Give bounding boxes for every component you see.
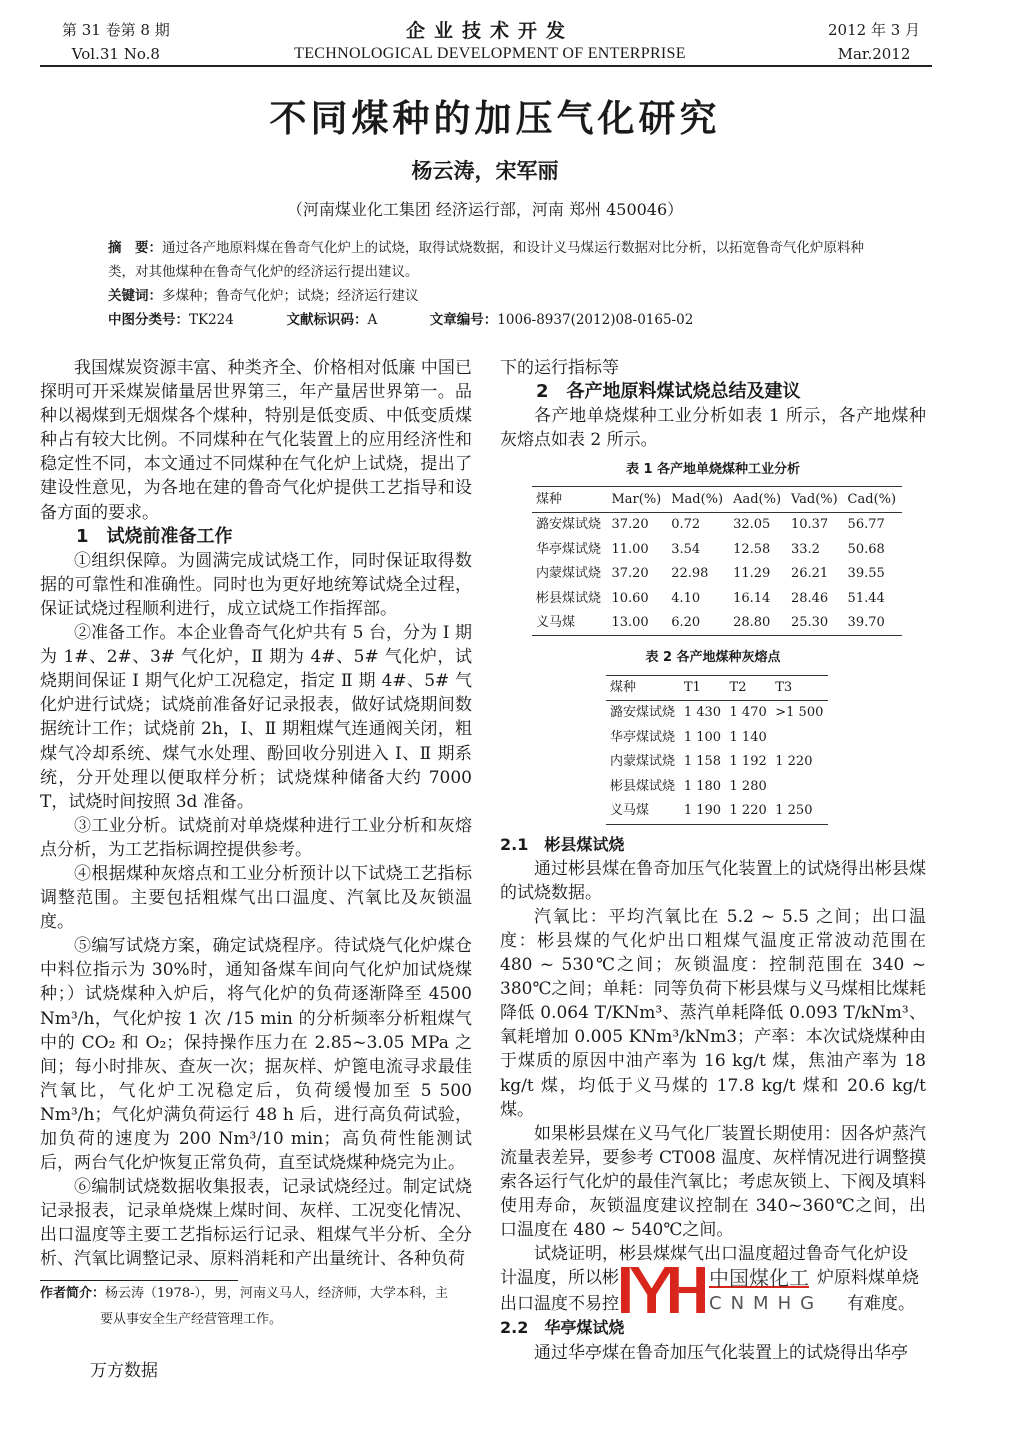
- journal-en: TECHNOLOGICAL DEVELOPMENT OF ENTERPRISE: [294, 45, 686, 62]
- table-cell: 50.68: [847, 541, 885, 557]
- subsection-heading-2-1: 2.1 彬县煤试烧: [500, 834, 625, 854]
- table-cell: 32.05: [733, 517, 771, 533]
- paragraph: 通过华亭煤在鲁奇加压气化装置上的试烧得出华亭: [534, 1342, 908, 1363]
- table-cell: 1 470: [729, 705, 767, 721]
- author-footnote: [40, 1281, 472, 1333]
- issue-date: [828, 18, 920, 66]
- paragraph: 通过彬县煤在鲁奇加压气化装置上的试烧得出彬县煤的试烧数据。: [500, 858, 926, 903]
- table-cell: 26.21: [790, 566, 829, 582]
- table-row: [606, 750, 828, 775]
- table-row: [532, 611, 902, 636]
- column-header: 煤种: [536, 491, 563, 507]
- table-cell: 39.55: [847, 566, 885, 582]
- paragraph: 如果彬县煤在义马气化厂装置长期使用：因各炉蒸汽流量表差异，要参考 CT008 温度、灰样情况进行调整摸索各运行气化炉的最佳汽氧比；考虑灰锁上、下阀及填料使用寿命，灰锁温度建议控制在 340~360℃之间，出口温度在 480 ~ 540℃之间。: [500, 1123, 926, 1241]
- column-header: T3: [775, 679, 793, 695]
- table-cell: 10.60: [611, 590, 649, 606]
- table-cell: 3.54: [671, 541, 701, 557]
- table-cell: 1 220: [729, 803, 767, 819]
- text-fragment: 计温度，所以彬: [500, 1268, 619, 1289]
- paragraph: 汽氧比：平均汽氧比在 5.2 ~ 5.5 之间；出口温度：彬县煤的气化炉出口粗煤气温度正常波动范围在 480 ~ 530℃之间；灰锁温度：控制范围在 340 ~ 380℃之间；单耗：同等负荷下彬县煤与义马煤相比煤耗降低 0.064 T/KNm³、蒸汽单耗降低 0.093 T/kNm³、氧耗增加 0.005 KNm³/kNm3；产率：本次试烧煤种由于煤质的原因中油产率为 16 kg/t 煤，焦油产率为 18 kg/t 煤，均低于义马煤的 17.8 kg/t 煤和 20.6 kg/t 煤。: [500, 906, 926, 1120]
- table-cell: 1 140: [729, 729, 767, 745]
- keywords: [108, 284, 868, 308]
- clc-value: TK224: [189, 312, 234, 328]
- source-watermark: 万方数据: [90, 1361, 158, 1382]
- table-cell: 28.46: [790, 590, 829, 606]
- doc-code-label: 文献标识码：: [286, 312, 368, 328]
- paragraph: ④根据煤种灰熔点和工业分析预计以下试烧工艺指标调整范围。主要包括粗煤气出口温度、汽氧比及灰锁温度。: [40, 863, 472, 933]
- column-header: T2: [729, 679, 747, 695]
- table-cell: 潞安煤试烧: [536, 517, 602, 533]
- table-cell: 33.2: [790, 541, 820, 557]
- table-row: [532, 512, 902, 537]
- table-row: [606, 701, 828, 726]
- table-cell: 22.98: [671, 566, 709, 582]
- journal-name: [240, 16, 740, 63]
- table-row: [532, 537, 902, 562]
- affiliation: （河南煤业化工集团 经济运行部，河南 郑州 450046）: [286, 200, 684, 219]
- table-cell: 56.77: [847, 517, 885, 533]
- paragraph-continued: 下的运行指标等: [500, 358, 619, 378]
- table-cell: 义马煤: [536, 615, 576, 631]
- table-row: [606, 775, 828, 800]
- table2-caption: 表 2 各产地煤种灰熔点: [645, 650, 781, 666]
- section-heading-1: 1 试烧前准备工作: [76, 525, 233, 547]
- issue-en: Vol.31 No.8: [71, 45, 160, 63]
- footnote-text-2: 要从事安全生产经营管理工作。: [100, 1312, 283, 1328]
- table2: [606, 675, 828, 825]
- abstract-block: [108, 236, 868, 332]
- abstract-label: 摘 要：: [108, 240, 162, 256]
- table-cell: 37.20: [611, 566, 649, 582]
- table-cell: 华亭煤试烧: [610, 729, 676, 745]
- right-column: [500, 356, 926, 1365]
- paragraph: ②准备工作。本企业鲁奇气化炉共有 5 台，分为 Ⅰ 期为 1#、2#、3# 气化炉，Ⅱ 期为 4#、5# 气化炉，试烧期间保证 Ⅰ 期气化炉工况稳定，指定 Ⅱ 期 4#、5# 气化炉进行试烧；试烧前准备好记录报表，做好试烧期间数据统计工作；试烧前 2h，Ⅰ、Ⅱ 期粗煤气连通阀关闭，粗煤气冷却系统、煤气水处理、酚回收分别进入 Ⅰ、Ⅱ 期系统，分开处理以便取样分析；试烧煤种储备大约 7000 T，试烧时间按照 3d 准备。: [40, 623, 472, 812]
- table-row: [532, 586, 902, 611]
- table1-caption: 表 1 各产地单烧煤种工业分析: [625, 462, 801, 478]
- logo-text-cn: 中国煤化工: [709, 1266, 809, 1291]
- text-fragment: 出口温度不易控: [500, 1294, 619, 1315]
- table-cell: 11.00: [611, 541, 649, 557]
- table-cell: 1 190: [683, 803, 722, 819]
- table-cell: 37.20: [611, 517, 649, 533]
- table-cell: 潞安煤试烧: [610, 705, 676, 721]
- paragraph-line: [500, 1292, 926, 1316]
- left-column: [40, 356, 472, 1383]
- column-header: Vad(%): [790, 491, 838, 507]
- paper-title: 不同煤种的加压气化研究: [269, 97, 721, 140]
- logo-text-en: CNMHG: [709, 1293, 824, 1315]
- table-cell: 1 100: [683, 729, 722, 745]
- logo-mark-icon: [621, 1267, 705, 1313]
- date-en: Mar.2012: [837, 45, 911, 63]
- column-header: Aad(%): [733, 491, 782, 507]
- table-cell: 内蒙煤试烧: [536, 566, 602, 582]
- paragraph: ③工业分析。试烧前对单烧煤种进行工业分析和灰熔点分析，为工艺指标调控提供参考。: [40, 815, 472, 860]
- paragraph: ⑥编制试烧数据收集报表，记录试烧经过。制定试烧记录报表，记录单烧煤上煤时间、灰样、工况变化情况、出口温度等主要工艺指标运行记录、粗煤气半分析、全分析、汽氧比调整记录、原料消耗和产出量统计、各种负荷: [40, 1177, 472, 1270]
- table-cell: >1 500: [775, 705, 824, 721]
- keywords-label: 关键词：: [108, 288, 162, 304]
- journal-cn: 企业技术开发: [405, 20, 574, 42]
- section-heading-2: 2 各产地原料煤试烧总结及建议: [536, 381, 801, 403]
- table-cell: [771, 726, 828, 751]
- table-cell: 13.00: [611, 615, 649, 631]
- table-cell: 39.70: [847, 615, 885, 631]
- paragraph: 试烧证明，彬县煤煤气出口温度超过鲁奇气化炉设: [534, 1244, 908, 1265]
- table-cell: 彬县煤试烧: [610, 778, 676, 794]
- column-header: Cad(%): [847, 491, 897, 507]
- text-fragment: 有难度。: [847, 1294, 915, 1315]
- table-cell: 义马煤: [610, 803, 650, 819]
- table-row: [606, 799, 828, 824]
- paragraph: ①组织保障。为圆满完成试烧工作，同时保证取得数据的可靠性和准确性。同时也为更好地统筹试烧全过程，保证试烧过程顺利进行，成立试烧工作指挥部。: [40, 550, 472, 619]
- column-header: T1: [683, 679, 701, 695]
- table-cell: [771, 775, 828, 800]
- table-cell: 12.58: [733, 541, 771, 557]
- table-cell: 0.72: [671, 517, 701, 533]
- table-cell: 11.29: [733, 566, 771, 582]
- issue-cn: 第 31 卷第 8 期: [62, 21, 170, 39]
- table-cell: 1 430: [683, 705, 722, 721]
- date-cn: 2012 年 3 月: [828, 21, 921, 39]
- logo-mark-slot: [619, 1266, 709, 1267]
- header-divider: [40, 65, 932, 67]
- paragraph: 各产地单烧煤种工业分析如表 1 所示，各产地煤种灰熔点如表 2 所示。: [500, 406, 926, 451]
- table-cell: 25.30: [790, 615, 829, 631]
- table-row: [606, 726, 828, 751]
- table-cell: 内蒙煤试烧: [610, 754, 676, 770]
- table-cell: 4.10: [671, 590, 701, 606]
- column-header: 煤种: [610, 679, 637, 695]
- table-row: [532, 562, 902, 587]
- classification: [108, 308, 868, 332]
- column-header: Mad(%): [671, 491, 724, 507]
- table-cell: 51.44: [847, 590, 885, 606]
- table-cell: 1 220: [775, 754, 813, 770]
- abstract-text: 通过各产地原料煤在鲁奇气化炉上的试烧，取得试烧数据，和设计义马煤运行数据对比分析，以拓宽鲁奇气化炉原料种类，对其他煤种在鲁奇气化炉的经济运行提出建议。: [108, 240, 864, 280]
- logo-mark-slot: [619, 1292, 709, 1293]
- paragraph-line: [500, 1266, 926, 1292]
- table-cell: 彬县煤试烧: [536, 590, 602, 606]
- keywords-text: 多煤种；鲁奇气化炉；试烧；经济运行建议: [162, 288, 419, 304]
- table-cell: 1 280: [729, 778, 767, 794]
- table-cell: 1 192: [729, 754, 767, 770]
- table-cell: 华亭煤试烧: [536, 541, 602, 557]
- clc-label: 中图分类号：: [108, 312, 189, 328]
- paragraph: ⑤编写试烧方案，确定试烧程序。待试烧气化炉煤仓中料位指示为 30%时，通知备煤车间向气化炉加试烧煤种；）试烧煤种入炉后，将气化炉的负荷逐渐降至 4500 Nm³/h，气化炉按 1 次 /15 min 的分析频率分析粗煤气中的 CO₂ 和 O₂；保持操作压力在 2.85~3.05 MPa 之间；每小时排灰、查灰一次；据灰样、炉篦电流寻求最佳汽氧比，气化炉工况稳定后，负荷缓慢加至 5 500 Nm³/h；气化炉满负荷运行 48 h 后，进行高负荷试验，加负荷的速度为 200 Nm³/10 min；高负荷性能测试后，两台气化炉恢复正常负荷，直至试烧煤种烧完为止。: [40, 936, 472, 1174]
- table-cell: 10.37: [790, 517, 829, 533]
- footnote-text: 杨云涛（1978-），男，河南义马人，经济师，大学本科，主: [105, 1286, 448, 1302]
- table-cell: 1 158: [683, 754, 722, 770]
- footnote-label: 作者简介：: [40, 1286, 106, 1302]
- issue-info: [62, 18, 170, 66]
- text-fragment: 炉原料煤单烧: [817, 1268, 919, 1289]
- table-cell: 6.20: [671, 615, 701, 631]
- table-cell: 1 250: [775, 803, 813, 819]
- table-cell: 1 180: [683, 778, 722, 794]
- cnmhg-logo: [619, 1266, 817, 1292]
- table1: [532, 486, 902, 636]
- table-cell: 16.14: [733, 590, 771, 606]
- doc-code-value: A: [367, 312, 378, 328]
- column-header: Mar(%): [611, 491, 662, 507]
- intro-paragraph: 我国煤炭资源丰富、种类齐全、价格相对低廉 中国已探明可开采煤炭储量居世界第三，年产量居世界第一。品种以褐煤到无烟煤各个煤种，特别是低变质、中低变质煤种占有较大比例。不同煤种在气化装置上的应用经济性和稳定性不同，本文通过不同煤种在气化炉上试烧，提出了建设性意见，为各地在建的鲁奇气化炉提供工艺指导和设备方面的要求。: [40, 358, 472, 523]
- authors: 杨云涛，宋军丽: [411, 159, 559, 183]
- article-no-label: 文章编号：: [429, 312, 498, 328]
- article-no-value: 1006-8937(2012)08-0165-02: [497, 312, 694, 328]
- subsection-heading-2-2: 2.2 华亭煤试烧: [500, 1318, 625, 1338]
- table-cell: 28.80: [733, 615, 771, 631]
- abstract: [108, 236, 868, 284]
